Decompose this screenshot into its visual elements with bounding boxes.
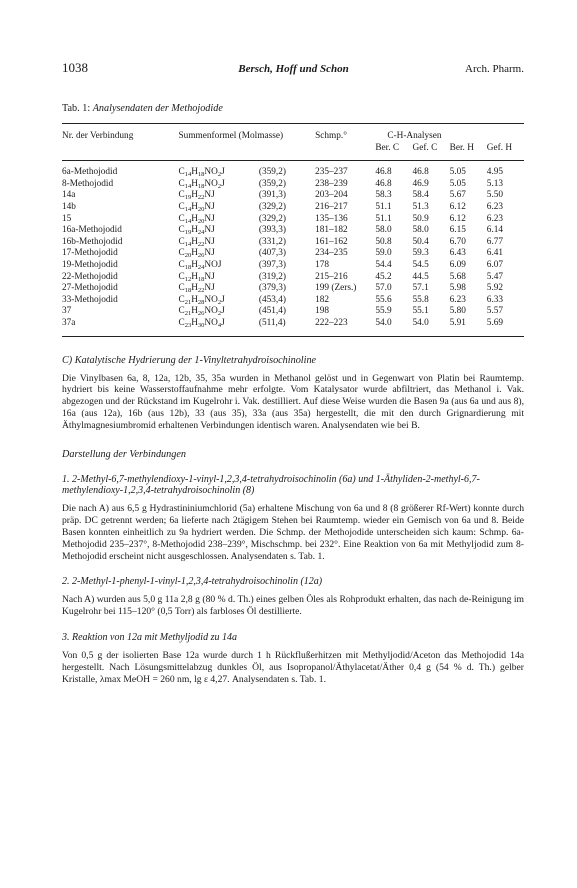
cell-molmass: (451,4) <box>258 306 286 317</box>
col-header-ber-c: Ber. C <box>375 143 412 161</box>
cell-name: 14a <box>62 190 76 201</box>
cell-molmass: (331,2) <box>258 236 286 247</box>
cell-formula: $C_{19}H_{24}NJ$ <box>178 225 215 237</box>
cell-ber-h: 6.23 <box>449 294 466 305</box>
table-row <box>62 214 524 226</box>
cell-formula: $C_{21}H_{28}NO_2J$ <box>178 294 225 306</box>
cell-name: 16a-Methojodid <box>62 225 122 236</box>
cell-molmass: (393,3) <box>258 225 286 236</box>
item3-title-text: 3. Reaktion von 12a mit Methyljodid zu 14a <box>62 632 237 644</box>
cell-formula: $C_{14}H_{20}NJ$ <box>178 213 215 225</box>
cell-ber-c: 54.0 <box>375 318 412 336</box>
table-row <box>62 260 524 272</box>
section-c-title: C) Katalytische Hydrierung der 1-Vinyltetrahydroisochinoline <box>62 354 317 366</box>
cell-gef-h: 6.33 <box>486 294 504 305</box>
table-row <box>62 179 524 191</box>
table-caption-title: Analysendaten der Methojodide <box>92 103 223 114</box>
cell-formula: $C_{14}H_{18}NO_2J$ <box>178 167 225 179</box>
cell-gef-h: 5.47 <box>486 271 504 282</box>
cell-molmass: (453,4) <box>258 294 286 305</box>
table-subheader-row <box>62 143 524 161</box>
cell-name: 6a-Methojodid <box>62 167 118 178</box>
cell-ber-c: 54.4 <box>375 259 392 270</box>
cell-ber-h: 6.43 <box>449 248 466 259</box>
cell-mp: 234–235 <box>315 248 348 259</box>
cell-name: 37a <box>62 318 179 336</box>
cell-mp: 216–217 <box>315 201 348 212</box>
table-row <box>62 161 524 179</box>
cell-formula: $C_{18}H_{22}NJ$ <box>178 283 215 295</box>
table-body <box>62 161 524 336</box>
section-d-title: Darstellung der Verbindungen <box>62 449 186 461</box>
cell-gef-h: 4.95 <box>486 167 504 178</box>
item1-title <box>62 474 524 496</box>
cell-gef-c: 50.9 <box>412 213 429 224</box>
cell-gef-c: 55.8 <box>412 294 429 305</box>
table-row <box>62 202 524 214</box>
cell-mp: 203–204 <box>315 190 348 201</box>
cell-ber-c: 55.6 <box>375 294 392 305</box>
cell-name: 16b-Methojodid <box>62 236 123 247</box>
item3-title <box>62 632 524 643</box>
cell-ber-h: 5.05 <box>449 167 466 178</box>
cell-ber-c: 58.3 <box>375 190 392 201</box>
cell-mp: 235–237 <box>315 167 348 178</box>
cell-ber-c: 55.9 <box>375 306 392 317</box>
table-row <box>62 283 524 295</box>
table-row <box>62 237 524 249</box>
cell-ber-h: 5.68 <box>449 271 466 282</box>
cell-ber-c: 57.0 <box>375 283 392 294</box>
cell-name: 22-Methojodid <box>62 271 118 282</box>
item3-text: Von 0,5 g der isolierten Base 12a wurde durch 1 h Rückflußerhitzen mit Methyljodid/Aceton das Methojodid 14a hergestellt. Nach Lösungsmittelabzug dunkles Öl, aus Isopropanol/Äthylacetat/Äther 0,4 g (54 % d. Th.) gelber Kristalle, λmax MeOH = 260 nm, lg ε 4,27. Analysendaten s. Tab. 1. <box>62 650 524 685</box>
col-header-mp: Schmp.° <box>315 124 375 143</box>
cell-gef-c: 50.4 <box>412 236 429 247</box>
table-row <box>62 272 524 284</box>
page-number: 1038 <box>62 60 88 75</box>
cell-ber-c: 50.8 <box>375 236 392 247</box>
cell-gef-h: 5.92 <box>486 283 504 294</box>
cell-mp: 198 <box>315 306 330 317</box>
cell-name: 37 <box>62 306 72 317</box>
col-header-formula: Summenformel (Molmasse) <box>179 124 316 143</box>
cell-ber-c: 58.0 <box>375 225 392 236</box>
running-header <box>62 60 524 76</box>
item1-text: Die nach A) aus 6,5 g Hydrastininiumchlorid (5a) erhaltene Mischung von 6a und 8 (8 größerer Rf-Wert) konnte durch präp. DC getrennt werden; 6a lieferte nach 2tägigem Stehen bei Raumtemp. wieder ein Gemisch von 6a und 8. Beide Basen konnten einheitlich zu 9a hydriert werden. Die Schmp. der Methojodide unterscheiden sich kaum: Schmp. 6a-Methojodid 235–237°, 8-Methojodid 238–239°, Mischschmp. bei 232°. Eine Reaktion von 6a mit Methyljodid zum 8-Methojodid erscheint nicht ausgeschlossen. Analysendaten s. Tab. 1. <box>62 503 524 562</box>
section-c-text: Die Vinylbasen 6a, 8, 12a, 12b, 35, 35a wurden in Methanol gelöst und in Gegenwart von Platin bei Raumtemp. hydriert bis keine Wasserstoffaufnahme mehr erfolgte. Vom Katalysator wurde abfiltriert, das Methanol i. Vak. abgezogen und der Rückstand im Kugelrohr i. Vak. destilliert. Auf diese Weise wurden die Basen 9a (aus 6a und aus 8), 16a (aus 12a), 16b (aus 12b), 33 (aus 35), 33a (aus 35a) hergestellt, die mit den durch Grignardierung mit Äthylmagnesiumbromid erhaltenen Verbindungen identisch waren. Analysendaten wie bei B. <box>62 372 524 431</box>
cell-gef-c: 59.3 <box>412 248 429 259</box>
cell-formula: $C_{19}H_{22}NJ$ <box>178 190 215 202</box>
col-header-gef-c: Gef. C <box>412 143 449 161</box>
cell-gef-c: 55.1 <box>412 306 429 317</box>
table-caption-label: Tab. 1: <box>62 103 91 114</box>
cell-gef-h: 6.77 <box>486 236 504 247</box>
item2-text: Nach A) wurden aus 5,0 g 11a 2,8 g (80 % d. Th.) eines gelben Öles als Rohprodukt erhalten, das nach de-Reinigung im Kugelrohr bei 115–120° (0,5 Torr) als farbloses Öl destillierte. <box>62 594 524 618</box>
cell-formula: $C_{14}H_{22}NJ$ <box>178 236 215 248</box>
cell-gef-h: 5.50 <box>486 190 504 201</box>
cell-formula: $C_{14}H_{18}NO_2J$ <box>178 178 225 190</box>
cell-mp: 222–223 <box>315 318 375 336</box>
cell-formula: $C_{12}H_{18}NJ$ <box>178 271 215 283</box>
item2-title-text: 2. 2-Methyl-1-phenyl-1-vinyl-1,2,3,4-tetrahydroisochinolin (12a) <box>62 576 323 588</box>
cell-gef-h: 6.07 <box>486 259 504 270</box>
col-header-ch: C-H-Analysen <box>375 124 524 143</box>
cell-name: 15 <box>62 213 72 224</box>
cell-molmass: (379,3) <box>258 283 286 294</box>
cell-mp: 181–182 <box>315 225 348 236</box>
cell-name: 14b <box>62 201 76 212</box>
cell-gef-c: 58.0 <box>412 225 429 236</box>
cell-mp: 182 <box>315 294 330 305</box>
cell-gef-c: 54.0 <box>412 318 449 336</box>
analysis-table <box>62 123 524 337</box>
cell-molmass: (329,2) <box>258 201 286 212</box>
cell-gef-h: 5.57 <box>486 306 504 317</box>
cell-molmass: (359,2) <box>258 167 286 178</box>
cell-molmass: (319,2) <box>258 271 286 282</box>
cell-mp: 238–239 <box>315 178 348 189</box>
cell-ber-c: 46.8 <box>375 178 392 189</box>
cell-formula: $C_{18}H_{24}NOJ$ <box>178 259 222 271</box>
table-caption <box>62 103 524 114</box>
col-header-ber-h: Ber. H <box>450 143 487 161</box>
table-row <box>62 248 524 260</box>
cell-ber-h: 6.15 <box>449 225 466 236</box>
cell-molmass: (329,2) <box>258 213 286 224</box>
cell-gef-h: 6.41 <box>486 248 504 259</box>
cell-gef-h: 5.13 <box>486 178 504 189</box>
cell-gef-c: 51.3 <box>412 201 429 212</box>
cell-ber-c: 51.1 <box>375 213 392 224</box>
cell-name: 17-Methojodid <box>62 248 118 259</box>
col-header-name: Nr. der Verbindung <box>62 124 179 143</box>
cell-ber-c: 51.1 <box>375 201 392 212</box>
cell-ber-h: 6.70 <box>449 236 466 247</box>
cell-ber-h: 5.80 <box>449 306 466 317</box>
cell-ber-h: 6.09 <box>449 259 466 270</box>
cell-gef-c: 54.5 <box>412 259 429 270</box>
table-row <box>62 306 524 318</box>
cell-formula: $C_{14}H_{20}NJ$ <box>178 201 215 213</box>
cell-gef-h: 6.23 <box>486 213 504 224</box>
cell-formula: $C_{21}H_{26}NO_2J$ <box>178 306 225 318</box>
cell-ber-h: 5.91 <box>450 318 487 336</box>
cell-gef-c: 44.5 <box>412 271 429 282</box>
journal-page <box>62 60 524 685</box>
cell-ber-h: 5.67 <box>449 190 466 201</box>
item2-title <box>62 576 524 587</box>
cell-name: 8-Methojodid <box>62 178 114 189</box>
cell-mp: 161–162 <box>315 236 348 247</box>
cell-gef-c: 46.8 <box>412 167 429 178</box>
table-header-row <box>62 124 524 143</box>
col-header-gef-h: Gef. H <box>487 143 524 161</box>
cell-gef-h: 6.23 <box>486 201 504 212</box>
cell-gef-c: 46.9 <box>412 178 429 189</box>
cell-ber-h: 6.12 <box>449 201 466 212</box>
item1-title-text: 1. 2-Methyl-6,7-methylendioxy-1-vinyl-1,2,3,4-tetrahydroisochinolin (6a) und 1-Äthyliden-2-methyl-6,7-methylendioxy-1,2,3,4-tetrahydroisochinolin (8) <box>62 474 480 497</box>
cell-formula: $C_{20}H_{26}NJ$ <box>178 248 215 260</box>
cell-gef-h: 5.69 <box>487 318 524 336</box>
cell-mp: 199 (Zers.) <box>315 283 357 294</box>
cell-molmass: (407,3) <box>258 248 286 259</box>
cell-gef-h: 6.14 <box>486 225 504 236</box>
table-row <box>62 318 524 336</box>
cell-gef-c: 57.1 <box>412 283 429 294</box>
table-row <box>62 295 524 307</box>
cell-ber-c: 46.8 <box>375 167 392 178</box>
cell-ber-h: 5.05 <box>449 178 466 189</box>
cell-ber-h: 5.98 <box>449 283 466 294</box>
cell-molmass: (397,3) <box>258 259 286 270</box>
cell-molmass: (391,3) <box>258 190 286 201</box>
cell-formula: $C_{23}H_{30}NO_4J$ <box>179 318 259 336</box>
journal-name: Arch. Pharm. <box>465 63 524 75</box>
cell-name: 19-Methojodid <box>62 259 118 270</box>
cell-mp: 135–136 <box>315 213 348 224</box>
cell-ber-c: 59.0 <box>375 248 392 259</box>
cell-mp: 215–216 <box>315 271 348 282</box>
cell-ber-h: 6.12 <box>449 213 466 224</box>
cell-gef-c: 58.4 <box>412 190 429 201</box>
cell-name: 27-Methojodid <box>62 283 118 294</box>
table-row <box>62 190 524 202</box>
cell-molmass: (359,2) <box>258 178 286 189</box>
cell-molmass: (511,4) <box>259 318 315 336</box>
cell-mp: 178 <box>315 259 330 270</box>
running-authors: Bersch, Hoff und Schon <box>238 63 349 75</box>
cell-name: 33-Methojodid <box>62 294 118 305</box>
cell-ber-c: 45.2 <box>375 271 392 282</box>
table-row <box>62 225 524 237</box>
